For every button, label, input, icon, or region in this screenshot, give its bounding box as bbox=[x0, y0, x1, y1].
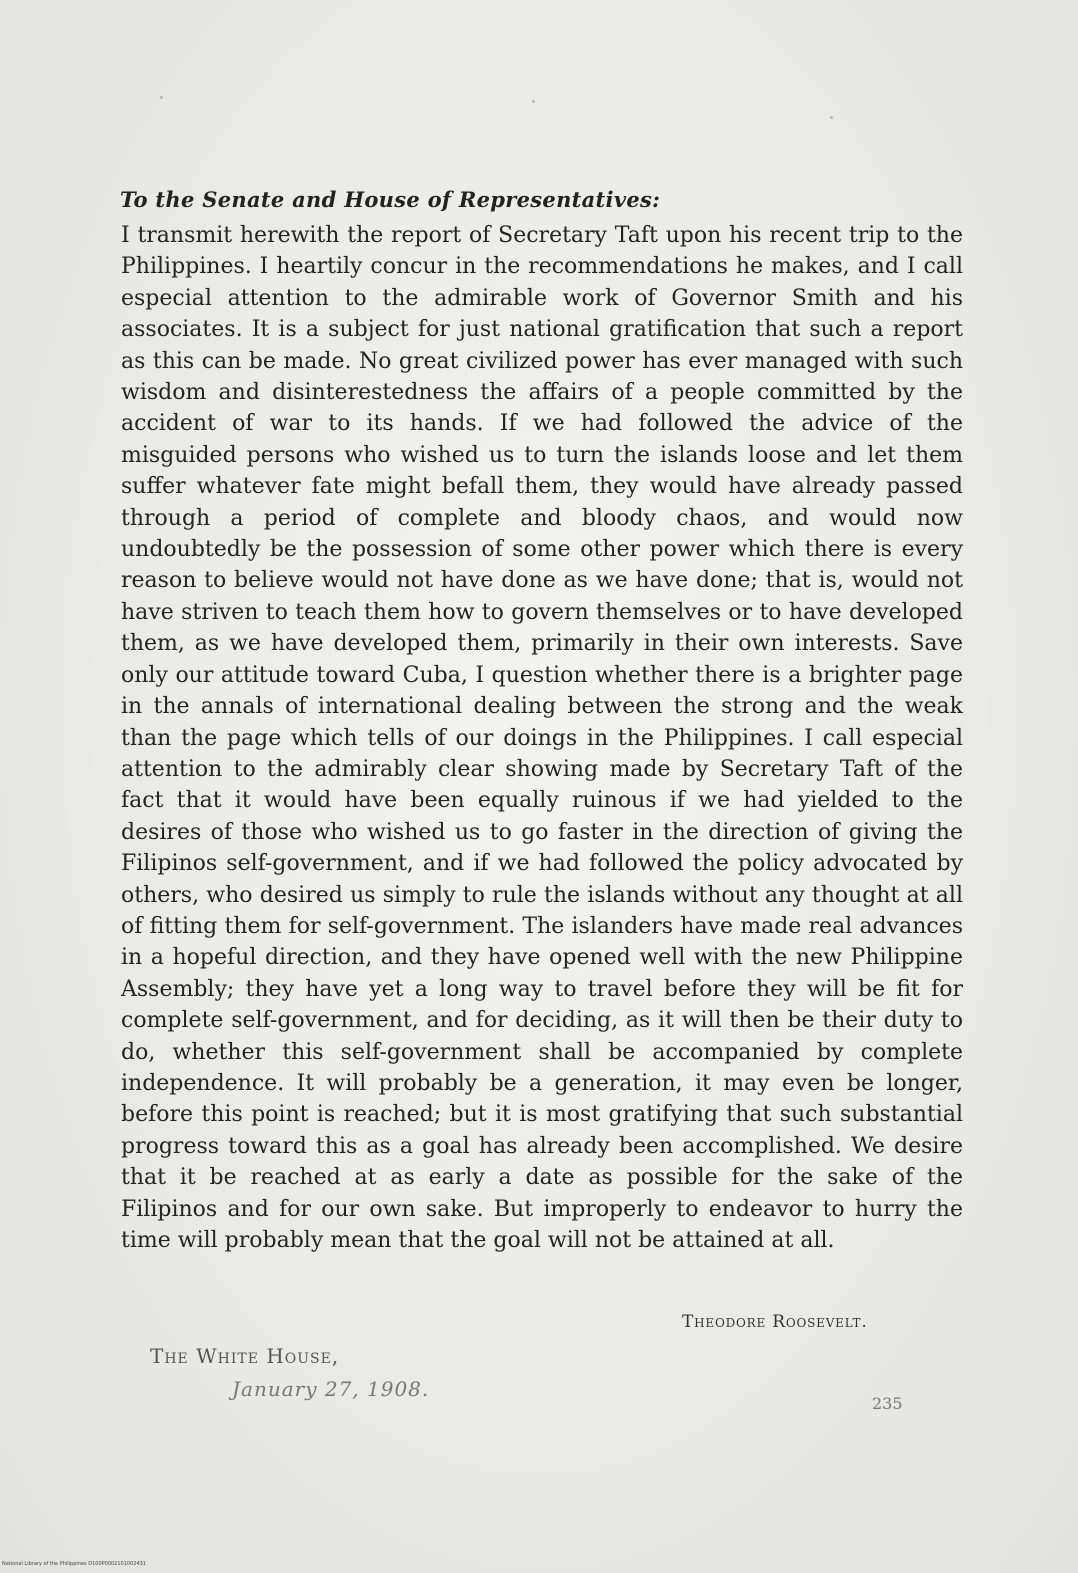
date-line: January 27, 1908. bbox=[232, 1377, 430, 1401]
page-number: 235 bbox=[872, 1394, 903, 1413]
library-stamp: National Library of the Philippines D100P0002101002431 bbox=[2, 1561, 146, 1567]
scan-speck bbox=[830, 116, 833, 119]
salutation: To the Senate and House of Representatives: bbox=[120, 187, 661, 212]
scan-speck bbox=[160, 96, 163, 99]
place-line: The White House, bbox=[150, 1344, 340, 1368]
scan-speck bbox=[532, 100, 535, 103]
signature: Theodore Roosevelt. bbox=[682, 1312, 868, 1332]
message-body: I transmit herewith the report of Secretary Taft upon his recent trip to the Philippines. I heartily concur in the recommendations he makes, and I call especial attention to the admirable work of Governor Smith and his associates. It is a subject for just national gratification that such a report as this can be made. No great civilized power has ever managed with such wisdom and disinterestedness the affairs of a people committed by the accident of war to its hands. If we had followed the advice of the misguided persons who wished us to turn the islands loose and let them suffer whatever fate might befall them, they would have already passed through a period of complete and bloody chaos, and would now undoubtedly be the possession of some other power which there is every reason to believe would not have done as we have done; that is, would not have striven to teach them how to govern themselves or to have developed them, as we have developed them, primarily in their own interests. Save only our attitude toward Cuba, I question whether there is a brighter page in the annals of international dealing between the strong and the weak than the page which tells of our doings in the Philippines. I call especial attention to the admirably clear showing made by Secretary Taft of the fact that it would have been equally ruinous if we had yielded to the desires of those who wished us to go faster in the direction of giving the Filipinos self-government, and if we had followed the policy advocated by others, who desired us simply to rule the islands without any thought at all of fitting them for self-government. The islanders have made real advances in a hopeful direction, and they have opened well with the new Philippine Assembly; they have yet a long way to travel before they will be fit for complete self-government, and for deciding, as it will then be their duty to do, whether this self-government shall be accompanied by complete independence. It will probably be a generation, it may even be longer, before this point is reached; but it is most gratifying that such substantial progress toward this as a goal has already been accomplished. We desire that it be reached at as early a date as possible for the sake of the Filipinos and for our own sake. But improperly to endeavor to hurry the time will probably mean that the goal will not be attained at all. bbox=[121, 223, 963, 1253]
